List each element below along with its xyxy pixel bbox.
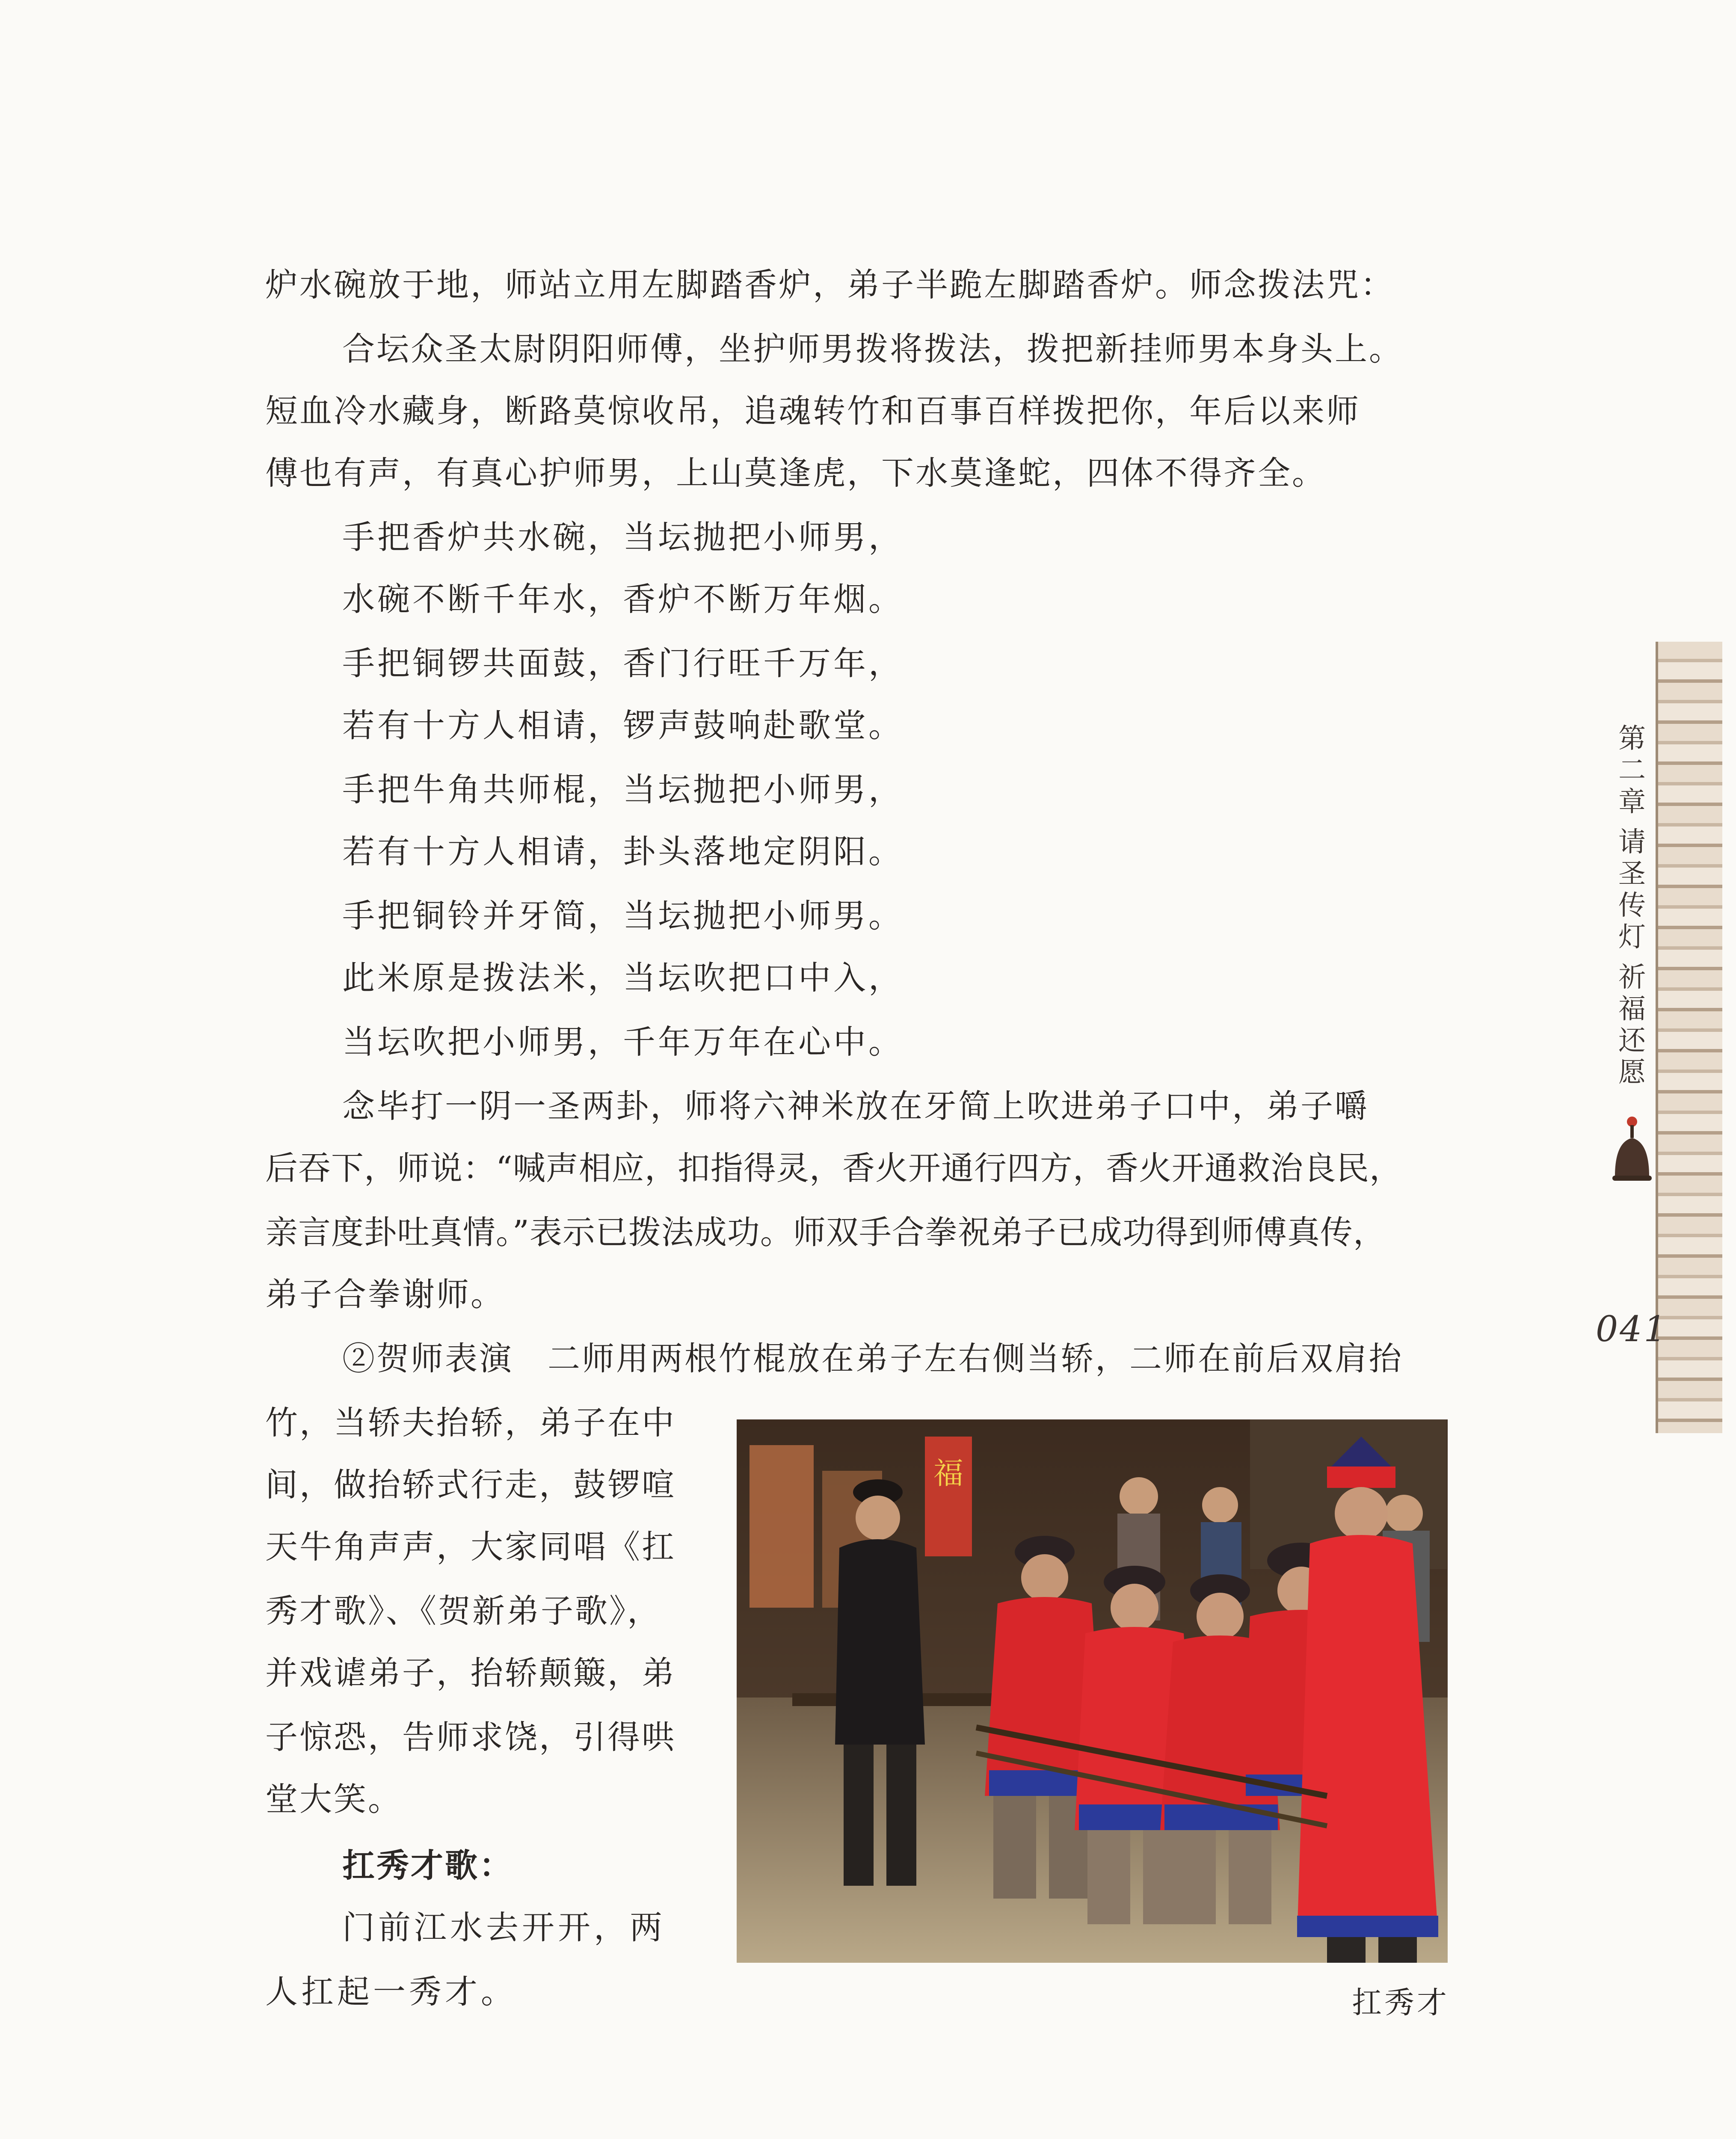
- poem-line: 当坛吹把小师男，千年万年在心中。: [342, 1023, 904, 1061]
- paragraph-4-line-1: ②贺师表演 二师用两根竹棍放在弟子左右侧当轿，二师在前后双肩抬: [342, 1339, 1403, 1378]
- bell-icon: [1606, 1112, 1658, 1189]
- poem-line: 手把铜铃并牙简，当坛抛把小师男。: [342, 897, 904, 935]
- poem-line: 手把香炉共水碗，当坛抛把小师男，: [342, 518, 904, 556]
- paragraph-4-line: 间，做抬轿式行走，鼓锣喧: [265, 1466, 676, 1504]
- paragraph-3-line-4: 弟子合拳谢师。: [265, 1275, 505, 1313]
- poem-line: 手把牛角共师棍，当坛抛把小师男，: [342, 770, 904, 809]
- paragraph-4-line: 子惊恐，告师求饶，引得哄: [265, 1718, 676, 1756]
- photo-caption: 扛秀才: [1352, 1985, 1449, 2020]
- poem-line: 水碗不断千年水，香炉不断万年烟。: [342, 580, 904, 618]
- page-number: 041: [1596, 1309, 1668, 1350]
- paragraph-4-line: 堂大笑。: [265, 1780, 402, 1818]
- song-line: 门前江水去开开，两: [342, 1908, 666, 1946]
- paragraph-3-line-3: 亲言度卦吐真情。”表示已拨法成功。师双手合拳祝弟子已成功得到师傅真传，: [265, 1213, 1386, 1251]
- paragraph-2-line-2: 短血冷水藏身，断路莫惊收吊，追魂转竹和百事百样拨把你，年后以来师: [265, 392, 1360, 430]
- song-line: 人扛起一秀才。: [265, 1973, 517, 2011]
- paragraph-2-line-1: 合坛众圣太尉阴阳师傅，坐护师男拨将拨法，拨把新挂师男本身头上。: [342, 330, 1403, 368]
- poster-character: 福: [933, 1456, 963, 1491]
- paragraph-4-line: 天牛角声声，大家同唱《扛: [265, 1528, 676, 1566]
- song-title: 扛秀才歌：: [342, 1846, 513, 1884]
- paragraph-4-line: 秀才歌》、《贺新弟子歌》，: [265, 1592, 661, 1630]
- paragraph-3-line-1: 念毕打一阴一圣两卦，师将六神米放在牙简上吹进弟子口中，弟子嚼: [342, 1087, 1369, 1125]
- poem-line: 手把铜锣共面鼓，香门行旺千万年，: [342, 644, 904, 682]
- paragraph-4-line: 竹，当轿夫抬轿，弟子在中: [265, 1404, 676, 1442]
- ceremony-photo: [737, 1419, 1448, 1963]
- paragraph-1: 炉水碗放于地，师站立用左脚踏香炉，弟子半跪左脚踏香炉。师念拨法咒：: [265, 266, 1395, 304]
- chapter-title: 第 二 章 请 圣 传 灯 祈 福 还 愿: [1618, 723, 1646, 1088]
- paragraph-4-line: 并戏谑弟子，抬轿颠簸，弟: [265, 1654, 676, 1692]
- poem-line: 若有十方人相请，锣声鼓响赴歌堂。: [342, 706, 904, 744]
- paragraph-3-line-2: 后吞下，师说：“喊声相应，扣指得灵，香火开通行四方，香火开通救治良民，: [265, 1149, 1402, 1187]
- poem-line: 此米原是拨法米，当坛吹把口中入，: [342, 959, 904, 997]
- paragraph-2-line-3: 傅也有声，有真心护师男，上山莫逢虎，下水莫逢蛇，四体不得齐全。: [265, 454, 1326, 492]
- poem-line: 若有十方人相请，卦头落地定阴阳。: [342, 832, 904, 871]
